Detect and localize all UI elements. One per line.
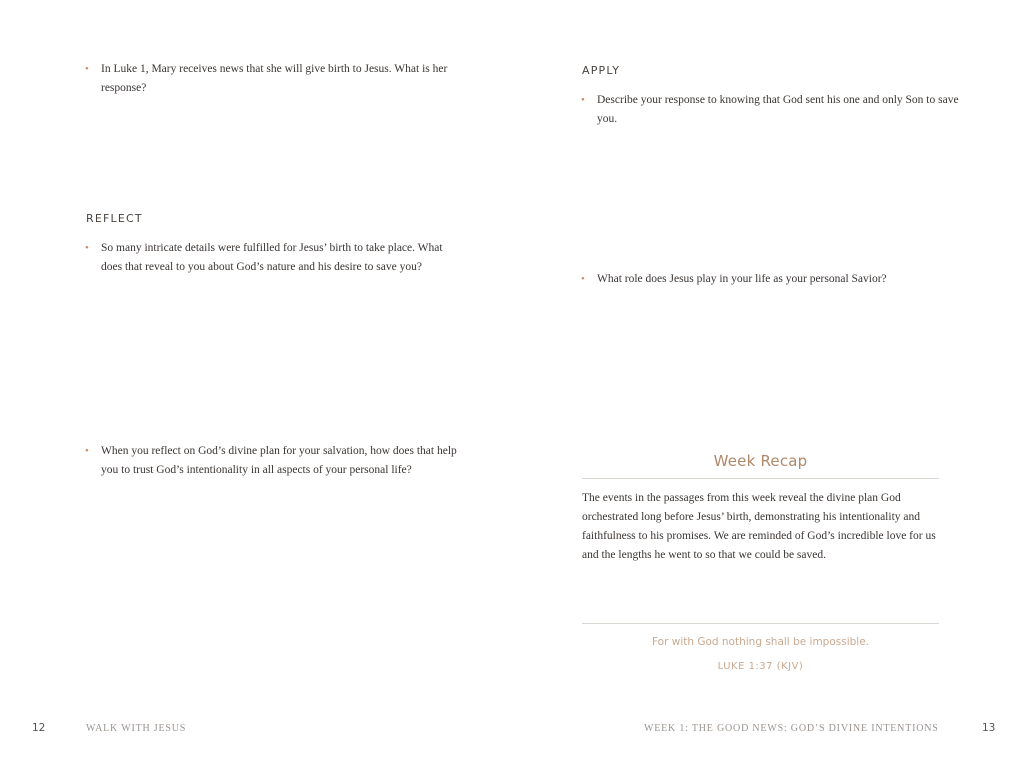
verse-divider bbox=[582, 623, 939, 624]
bullet-icon: • bbox=[85, 63, 89, 75]
verse-reference: LUKE 1:37 (KJV) bbox=[717, 661, 804, 672]
running-footer: WEEK 1: THE GOOD NEWS: GOD’S DIVINE INTENTIONS bbox=[644, 723, 939, 734]
running-footer: WALK WITH JESUS bbox=[86, 723, 187, 734]
recap-body: The events in the passages from this week reveal the divine plan God orchestrated long before Jesus’ birth, demonstrating his intentionality and faithfulness to his promises. We are reminded of God’s incredible love for us and the lengths he went to so that we could be saved. bbox=[582, 492, 936, 561]
question-item bbox=[85, 239, 461, 277]
reflect-heading: REFLECT bbox=[86, 212, 143, 225]
question-text: What role does Jesus play in your life as your personal Savior? bbox=[597, 273, 887, 285]
week-recap-title: Week Recap bbox=[713, 452, 808, 470]
question-item bbox=[581, 91, 962, 129]
question-item bbox=[581, 270, 962, 289]
question-text: In Luke 1, Mary receives news that she will give birth to Jesus. What is her response? bbox=[101, 63, 448, 94]
bullet-icon: • bbox=[85, 242, 89, 254]
bullet-icon: • bbox=[581, 94, 585, 106]
question-text: Describe your response to knowing that God sent his one and only Son to save you. bbox=[597, 94, 959, 125]
bullet-icon: • bbox=[85, 445, 89, 457]
page-number: 13 bbox=[982, 722, 996, 734]
question-text: When you reflect on God’s divine plan for your salvation, how does that help you to trust God’s intentionality in all aspects of your personal life? bbox=[101, 445, 457, 476]
question-item bbox=[85, 60, 461, 98]
verse-text: For with God nothing shall be impossible. bbox=[651, 636, 869, 648]
recap-divider bbox=[582, 478, 939, 479]
page-number: 12 bbox=[32, 722, 46, 734]
question-text: So many intricate details were fulfilled for Jesus’ birth to take place. What does that reveal to you about God’s nature and his desire to save you? bbox=[101, 242, 443, 273]
bullet-icon: • bbox=[581, 273, 585, 285]
apply-heading: APPLY bbox=[582, 64, 621, 77]
question-item bbox=[85, 442, 461, 480]
right-page bbox=[512, 0, 1024, 768]
